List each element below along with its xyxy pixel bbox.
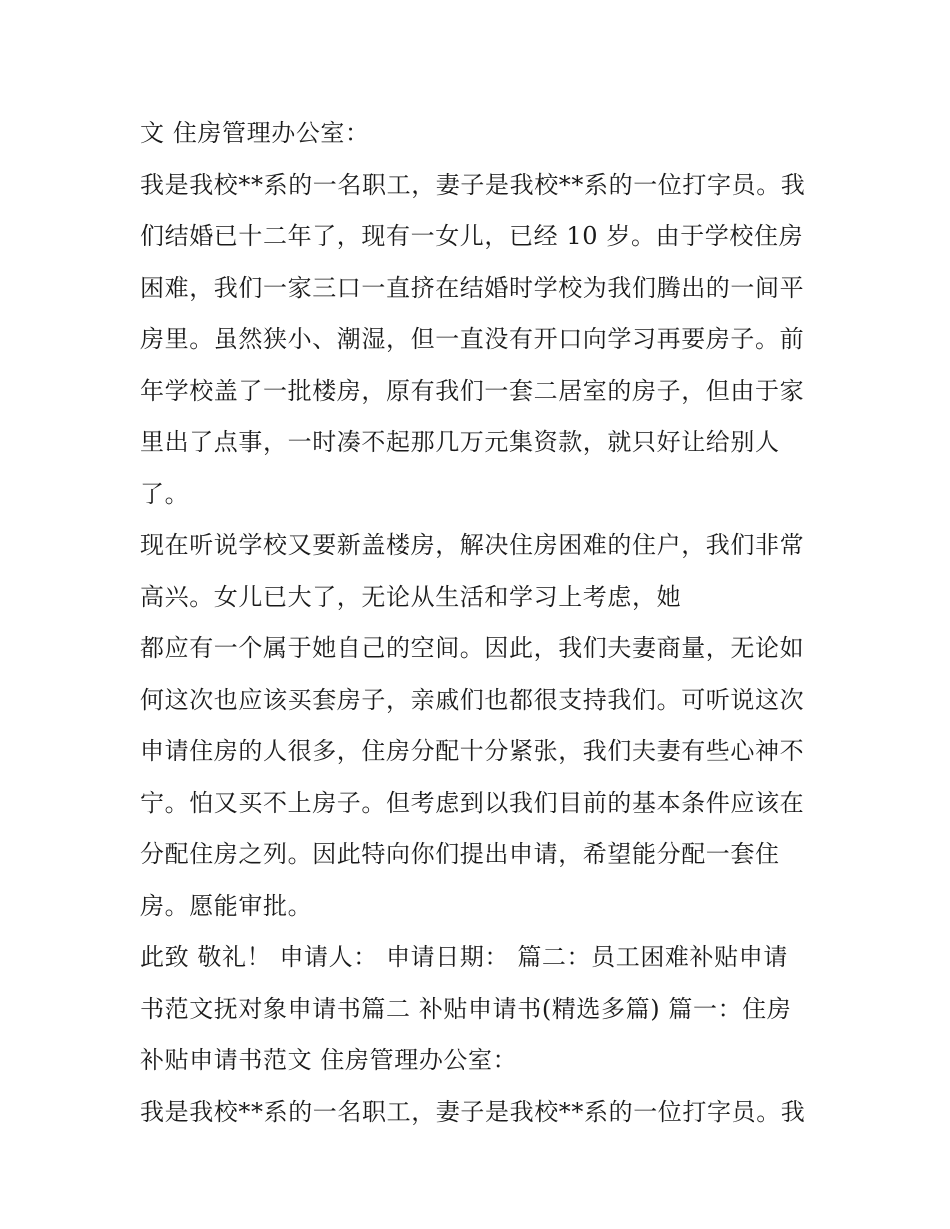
text-line: 分配住房之列。因此特向你们提出申请，希望能分配一套住 [140, 840, 780, 868]
text-line: 何这次也应该买套房子，亲戚们也都很支持我们。可听说这次 [140, 685, 805, 714]
text-line: 此致 敬礼！ 申请人： 申请日期： 篇二：员工困难补贴申请 [140, 943, 788, 971]
text-line: 我是我校**系的一名职工，妻子是我校**系的一位打字员。我 [140, 170, 806, 199]
text-line: 里出了点事，一时凑不起那几万元集资款，就只好让给别人 [140, 428, 780, 456]
text-line: 都应有一个属于她自己的空间。因此，我们夫妻商量，无论如 [140, 634, 805, 662]
text-line: 申请住房的人很多，住房分配十分紧张，我们夫妻有些心神不 [140, 737, 805, 765]
text-line: 补贴申请书范文 住房管理办公室： [140, 1046, 518, 1074]
text-line: 书范文抚对象申请书篇二 补贴申请书(精选多篇) 篇一：住房 [140, 994, 792, 1023]
text-line: 年学校盖了一批楼房，原有我们一套二居室的房子，但由于家 [140, 376, 805, 405]
text-line: 现在听说学校又要新盖楼房，解决住房困难的住户，我们非常 [140, 531, 805, 559]
text-line: 我是我校**系的一名职工，妻子是我校**系的一位打字员。我 [140, 1097, 806, 1126]
text-line: 了。 [140, 479, 190, 508]
text-line: 宁。怕又买不上房子。但考虑到以我们目前的基本条件应该在 [140, 788, 805, 817]
text-line: 们结婚已十二年了，现有一女儿，已经 10 岁。由于学校住房 [140, 222, 804, 250]
text-line: 困难，我们一家三口一直挤在结婚时学校为我们腾出的一间平 [140, 273, 805, 302]
text-line: 房。愿能审批。 [140, 891, 313, 920]
text-line: 高兴。女儿已大了，无论从生活和学习上考虑，她 [140, 582, 682, 611]
text-line: 房里。虽然狭小、潮湿，但一直没有开口向学习再要房子。前 [140, 325, 805, 353]
document-body [140, 108, 820, 1138]
text-line: 文 住房管理办公室： [140, 119, 370, 147]
